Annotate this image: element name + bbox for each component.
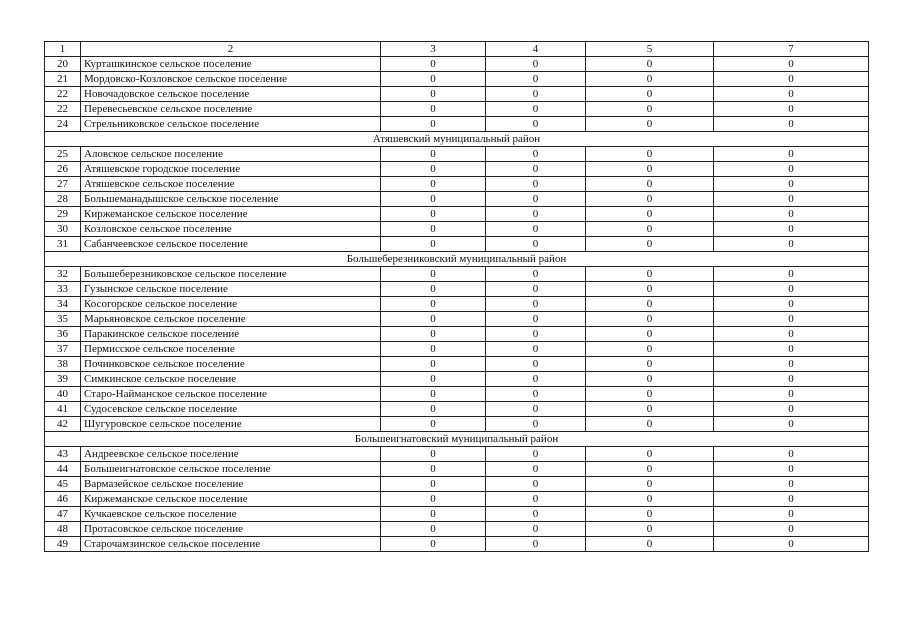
- value-col-7: 0: [714, 87, 869, 102]
- value-col-3: 0: [381, 447, 486, 462]
- value-col-5: 0: [586, 342, 714, 357]
- value-col-3: 0: [381, 282, 486, 297]
- value-col-3: 0: [381, 507, 486, 522]
- value-col-3: 0: [381, 192, 486, 207]
- settlement-name: Андреевское сельское поселение: [81, 447, 381, 462]
- value-col-5: 0: [586, 522, 714, 537]
- value-col-7: 0: [714, 372, 869, 387]
- row-number: 24: [45, 117, 81, 132]
- value-col-5: 0: [586, 117, 714, 132]
- settlement-name: Перевесьевское сельское поселение: [81, 102, 381, 117]
- value-col-4: 0: [486, 222, 586, 237]
- value-col-5: 0: [586, 537, 714, 552]
- value-col-7: 0: [714, 477, 869, 492]
- table-row: [45, 492, 869, 507]
- value-col-5: 0: [586, 387, 714, 402]
- value-col-4: 0: [486, 537, 586, 552]
- settlement-name: Старо-Найманское сельское поселение: [81, 387, 381, 402]
- value-col-5: 0: [586, 72, 714, 87]
- table-row: [45, 342, 869, 357]
- settlement-name: Козловское сельское поселение: [81, 222, 381, 237]
- table-row: [45, 117, 869, 132]
- column-header-5: 5: [586, 42, 714, 57]
- row-number: 21: [45, 72, 81, 87]
- value-col-7: 0: [714, 162, 869, 177]
- value-col-3: 0: [381, 267, 486, 282]
- settlement-name: Починковское сельское поселение: [81, 357, 381, 372]
- column-header-7: 7: [714, 42, 869, 57]
- row-number: 37: [45, 342, 81, 357]
- section-row: [45, 432, 869, 447]
- settlements-table: [44, 41, 869, 552]
- value-col-3: 0: [381, 357, 486, 372]
- settlement-name: Пермисское сельское поселение: [81, 342, 381, 357]
- row-number: 47: [45, 507, 81, 522]
- value-col-4: 0: [486, 417, 586, 432]
- value-col-7: 0: [714, 342, 869, 357]
- value-col-5: 0: [586, 57, 714, 72]
- value-col-7: 0: [714, 492, 869, 507]
- row-number: 25: [45, 147, 81, 162]
- value-col-7: 0: [714, 312, 869, 327]
- table-row: [45, 57, 869, 72]
- value-col-3: 0: [381, 492, 486, 507]
- column-header-1: 1: [45, 42, 81, 57]
- table-row: [45, 267, 869, 282]
- settlement-name: Мордовско-Козловское сельское поселение: [81, 72, 381, 87]
- row-number: 39: [45, 372, 81, 387]
- value-col-3: 0: [381, 372, 486, 387]
- column-header-2: 2: [81, 42, 381, 57]
- settlement-name: Кучкаевское сельское поселение: [81, 507, 381, 522]
- value-col-4: 0: [486, 492, 586, 507]
- value-col-3: 0: [381, 147, 486, 162]
- table-row: [45, 522, 869, 537]
- settlement-name: Киржеманское сельское поселение: [81, 492, 381, 507]
- value-col-4: 0: [486, 87, 586, 102]
- value-col-7: 0: [714, 447, 869, 462]
- settlement-name: Симкинское сельское поселение: [81, 372, 381, 387]
- row-number: 22: [45, 87, 81, 102]
- value-col-4: 0: [486, 117, 586, 132]
- value-col-3: 0: [381, 177, 486, 192]
- value-col-3: 0: [381, 297, 486, 312]
- table-row: [45, 507, 869, 522]
- value-col-4: 0: [486, 462, 586, 477]
- table-row: [45, 477, 869, 492]
- value-col-5: 0: [586, 222, 714, 237]
- settlement-name: Косогорское сельское поселение: [81, 297, 381, 312]
- value-col-7: 0: [714, 207, 869, 222]
- settlement-name: Вармазейское сельское поселение: [81, 477, 381, 492]
- settlement-name: Марьяновское сельское поселение: [81, 312, 381, 327]
- table-row: [45, 372, 869, 387]
- value-col-5: 0: [586, 357, 714, 372]
- row-number: 45: [45, 477, 81, 492]
- value-col-7: 0: [714, 282, 869, 297]
- table-row: [45, 462, 869, 477]
- value-col-4: 0: [486, 507, 586, 522]
- table-row: [45, 297, 869, 312]
- value-col-4: 0: [486, 327, 586, 342]
- value-col-4: 0: [486, 57, 586, 72]
- value-col-5: 0: [586, 447, 714, 462]
- row-number: 46: [45, 492, 81, 507]
- value-col-5: 0: [586, 237, 714, 252]
- value-col-4: 0: [486, 312, 586, 327]
- value-col-7: 0: [714, 387, 869, 402]
- table-row: [45, 282, 869, 297]
- value-col-4: 0: [486, 387, 586, 402]
- value-col-7: 0: [714, 357, 869, 372]
- value-col-5: 0: [586, 282, 714, 297]
- value-col-4: 0: [486, 372, 586, 387]
- table-row: [45, 147, 869, 162]
- settlement-name: Протасовское сельское поселение: [81, 522, 381, 537]
- settlement-name: Большеманадышское сельское поселение: [81, 192, 381, 207]
- value-col-4: 0: [486, 282, 586, 297]
- value-col-3: 0: [381, 387, 486, 402]
- value-col-5: 0: [586, 87, 714, 102]
- section-title: Атяшевский муниципальный район: [45, 132, 869, 147]
- value-col-4: 0: [486, 72, 586, 87]
- table-row: [45, 192, 869, 207]
- table-row: [45, 417, 869, 432]
- value-col-7: 0: [714, 297, 869, 312]
- value-col-7: 0: [714, 72, 869, 87]
- row-number: 32: [45, 267, 81, 282]
- settlement-name: Судосевское сельское поселение: [81, 402, 381, 417]
- settlement-name: Старочамзинское сельское поселение: [81, 537, 381, 552]
- row-number: 35: [45, 312, 81, 327]
- table-row: [45, 177, 869, 192]
- value-col-7: 0: [714, 117, 869, 132]
- value-col-3: 0: [381, 162, 486, 177]
- value-col-4: 0: [486, 102, 586, 117]
- row-number: 43: [45, 447, 81, 462]
- row-number: 38: [45, 357, 81, 372]
- value-col-4: 0: [486, 207, 586, 222]
- value-col-7: 0: [714, 222, 869, 237]
- settlement-name: Новочадовское сельское поселение: [81, 87, 381, 102]
- value-col-5: 0: [586, 147, 714, 162]
- value-col-4: 0: [486, 192, 586, 207]
- table-body: [45, 42, 869, 552]
- value-col-5: 0: [586, 507, 714, 522]
- value-col-5: 0: [586, 207, 714, 222]
- row-number: 42: [45, 417, 81, 432]
- value-col-3: 0: [381, 522, 486, 537]
- value-col-7: 0: [714, 522, 869, 537]
- table-row: [45, 222, 869, 237]
- value-col-3: 0: [381, 312, 486, 327]
- value-col-3: 0: [381, 327, 486, 342]
- value-col-7: 0: [714, 57, 869, 72]
- row-number: 36: [45, 327, 81, 342]
- value-col-7: 0: [714, 507, 869, 522]
- table-row: [45, 357, 869, 372]
- value-col-4: 0: [486, 357, 586, 372]
- column-header-3: 3: [381, 42, 486, 57]
- row-number: 20: [45, 57, 81, 72]
- table-row: [45, 387, 869, 402]
- settlement-name: Сабанчеевское сельское поселение: [81, 237, 381, 252]
- value-col-4: 0: [486, 177, 586, 192]
- value-col-3: 0: [381, 87, 486, 102]
- value-col-5: 0: [586, 267, 714, 282]
- table-row: [45, 237, 869, 252]
- settlement-name: Киржеманское сельское поселение: [81, 207, 381, 222]
- value-col-3: 0: [381, 222, 486, 237]
- value-col-4: 0: [486, 477, 586, 492]
- value-col-3: 0: [381, 207, 486, 222]
- settlement-name: Паракинское сельское поселение: [81, 327, 381, 342]
- value-col-3: 0: [381, 102, 486, 117]
- settlement-name: Стрельниковское сельское поселение: [81, 117, 381, 132]
- table-row: [45, 327, 869, 342]
- value-col-4: 0: [486, 447, 586, 462]
- value-col-3: 0: [381, 402, 486, 417]
- value-col-7: 0: [714, 417, 869, 432]
- section-row: [45, 132, 869, 147]
- value-col-7: 0: [714, 462, 869, 477]
- value-col-5: 0: [586, 297, 714, 312]
- settlement-name: Гузынское сельское поселение: [81, 282, 381, 297]
- value-col-3: 0: [381, 117, 486, 132]
- value-col-3: 0: [381, 237, 486, 252]
- table-row: [45, 537, 869, 552]
- value-col-5: 0: [586, 312, 714, 327]
- row-number: 49: [45, 537, 81, 552]
- section-title: Большеигнатовский муниципальный район: [45, 432, 869, 447]
- table-row: [45, 72, 869, 87]
- settlement-name: Большеберезниковское сельское поселение: [81, 267, 381, 282]
- value-col-5: 0: [586, 417, 714, 432]
- table-header-row: [45, 42, 869, 57]
- value-col-5: 0: [586, 102, 714, 117]
- row-number: 27: [45, 177, 81, 192]
- value-col-3: 0: [381, 462, 486, 477]
- row-number: 48: [45, 522, 81, 537]
- value-col-7: 0: [714, 237, 869, 252]
- value-col-4: 0: [486, 147, 586, 162]
- value-col-5: 0: [586, 177, 714, 192]
- value-col-3: 0: [381, 57, 486, 72]
- value-col-7: 0: [714, 102, 869, 117]
- value-col-7: 0: [714, 402, 869, 417]
- row-number: 22: [45, 102, 81, 117]
- value-col-4: 0: [486, 402, 586, 417]
- value-col-7: 0: [714, 537, 869, 552]
- row-number: 41: [45, 402, 81, 417]
- settlement-name: Большеигнатовское сельское поселение: [81, 462, 381, 477]
- value-col-7: 0: [714, 147, 869, 162]
- value-col-5: 0: [586, 327, 714, 342]
- section-title: Большеберезниковский муниципальный район: [45, 252, 869, 267]
- row-number: 30: [45, 222, 81, 237]
- value-col-4: 0: [486, 297, 586, 312]
- settlement-name: Курташкинское сельское поселение: [81, 57, 381, 72]
- row-number: 28: [45, 192, 81, 207]
- value-col-5: 0: [586, 192, 714, 207]
- value-col-4: 0: [486, 237, 586, 252]
- value-col-7: 0: [714, 177, 869, 192]
- row-number: 26: [45, 162, 81, 177]
- table-row: [45, 87, 869, 102]
- row-number: 40: [45, 387, 81, 402]
- value-col-3: 0: [381, 72, 486, 87]
- section-row: [45, 252, 869, 267]
- value-col-3: 0: [381, 342, 486, 357]
- row-number: 44: [45, 462, 81, 477]
- table-row: [45, 162, 869, 177]
- column-header-4: 4: [486, 42, 586, 57]
- settlement-name: Атяшевское сельское поселение: [81, 177, 381, 192]
- value-col-5: 0: [586, 402, 714, 417]
- value-col-7: 0: [714, 267, 869, 282]
- value-col-3: 0: [381, 537, 486, 552]
- table-row: [45, 207, 869, 222]
- value-col-5: 0: [586, 162, 714, 177]
- settlement-name: Атяшевское городское поселение: [81, 162, 381, 177]
- value-col-4: 0: [486, 162, 586, 177]
- row-number: 29: [45, 207, 81, 222]
- value-col-7: 0: [714, 192, 869, 207]
- value-col-5: 0: [586, 462, 714, 477]
- table-row: [45, 312, 869, 327]
- value-col-4: 0: [486, 522, 586, 537]
- row-number: 33: [45, 282, 81, 297]
- table-row: [45, 447, 869, 462]
- value-col-3: 0: [381, 417, 486, 432]
- value-col-3: 0: [381, 477, 486, 492]
- value-col-4: 0: [486, 342, 586, 357]
- value-col-5: 0: [586, 492, 714, 507]
- row-number: 34: [45, 297, 81, 312]
- table-row: [45, 402, 869, 417]
- table-row: [45, 102, 869, 117]
- row-number: 31: [45, 237, 81, 252]
- settlement-name: Аловское сельское поселение: [81, 147, 381, 162]
- value-col-4: 0: [486, 267, 586, 282]
- value-col-5: 0: [586, 372, 714, 387]
- value-col-5: 0: [586, 477, 714, 492]
- settlement-name: Шугуровское сельское поселение: [81, 417, 381, 432]
- value-col-7: 0: [714, 327, 869, 342]
